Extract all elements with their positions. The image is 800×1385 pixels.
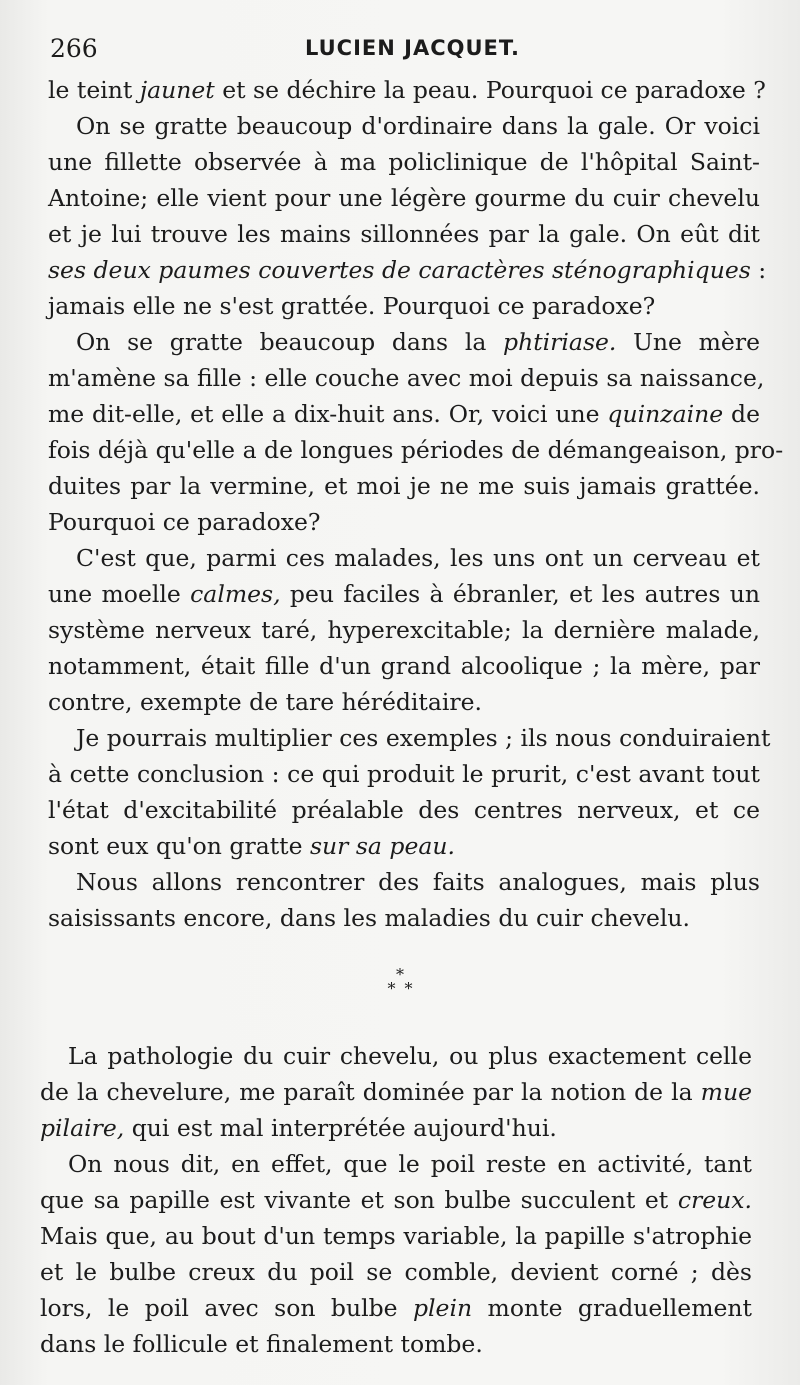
text-segment: de xyxy=(723,400,760,428)
text-segment: et je lui trouve les mains sillonnées par la gale. On eût dit xyxy=(48,220,760,248)
text-segment: peu faciles à ébranler, et les autres un xyxy=(280,580,760,608)
text-segment: On se gratte beaucoup dans la xyxy=(76,328,504,356)
text-line xyxy=(40,1146,752,1182)
text-line xyxy=(48,360,765,396)
text-line xyxy=(48,288,760,324)
text-segment: dans le follicule et finalement tombe. xyxy=(40,1330,483,1358)
text-segment: fois déjà qu'elle a de longues périodes de démangeaison, pro- xyxy=(48,436,784,464)
text-segment: et le bulbe creux du poil se comble, devient corné ; dès xyxy=(40,1258,752,1286)
text-segment: une fillette observée à ma policlinique de l'hôpital Saint- xyxy=(48,148,760,176)
body-text-block-1 xyxy=(48,72,784,936)
text-segment: me dit-elle, et elle a dix-huit ans. Or, voici une xyxy=(48,400,608,428)
text-segment: qui est mal interprétée aujourd'hui. xyxy=(124,1114,557,1142)
italic-text: calmes, xyxy=(190,580,281,608)
text-segment: et se déchire la peau. Pourquoi ce paradoxe ? xyxy=(214,76,766,104)
text-line xyxy=(40,1110,752,1146)
italic-text: plein xyxy=(413,1294,473,1322)
text-segment: Mais que, au bout d'un temps variable, la papille s'atrophie xyxy=(40,1222,752,1250)
text-segment: m'amène sa fille : elle couche avec moi depuis sa naissance, xyxy=(48,364,765,392)
text-line xyxy=(48,504,760,540)
text-line xyxy=(48,756,760,792)
text-segment: On se gratte beaucoup d'ordinaire dans la gale. Or voici xyxy=(76,112,760,140)
text-line xyxy=(48,468,760,504)
italic-text: sur sa peau. xyxy=(309,832,455,860)
text-segment: système nerveux taré, hyperexcitable; la dernière malade, xyxy=(48,616,760,644)
text-line xyxy=(48,432,784,468)
text-line xyxy=(40,1290,752,1326)
text-line xyxy=(40,1218,752,1254)
text-segment: saisissants encore, dans les maladies du cuir chevelu. xyxy=(48,904,690,932)
italic-text: ses deux paumes couvertes de caractères sténographiques xyxy=(48,256,751,284)
text-segment: Antoine; elle vient pour une légère gourme du cuir chevelu xyxy=(48,184,760,212)
text-line xyxy=(40,1326,752,1362)
text-segment: le teint xyxy=(48,76,140,104)
text-segment: duites par la vermine, et moi je ne me suis jamais grattée. xyxy=(48,472,760,500)
text-segment: jamais elle ne s'est grattée. Pourquoi ce paradoxe? xyxy=(48,292,656,320)
text-line xyxy=(48,576,760,612)
text-segment: contre, exempte de tare héréditaire. xyxy=(48,688,482,716)
text-line xyxy=(48,540,760,576)
asterism-bottom xyxy=(0,979,800,998)
text-line xyxy=(48,612,760,648)
italic-text: phtiriase. xyxy=(503,328,617,356)
text-line xyxy=(48,684,760,720)
text-segment: La pathologie du cuir chevelu, ou plus exactement celle xyxy=(68,1042,752,1070)
page-number: 266 xyxy=(50,34,98,63)
italic-text: jaunet xyxy=(139,76,215,104)
asterism-star: * xyxy=(387,979,396,998)
text-line xyxy=(48,324,760,360)
text-line xyxy=(48,900,760,936)
text-segment: : xyxy=(750,256,767,284)
text-line xyxy=(40,1182,752,1218)
text-segment: Une mère xyxy=(616,328,760,356)
text-segment: lors, le poil avec son bulbe xyxy=(40,1294,413,1322)
text-segment: Nous allons rencontrer des faits analogues, mais plus xyxy=(76,868,760,896)
text-segment: de la chevelure, me paraît dominée par la notion de la xyxy=(40,1078,701,1106)
italic-text: mue xyxy=(700,1078,752,1106)
italic-text: creux. xyxy=(677,1186,752,1214)
text-segment: Je pourrais multiplier ces exemples ; ils nous conduiraient xyxy=(76,724,771,752)
text-segment: C'est que, parmi ces malades, les uns ont un cerveau et xyxy=(76,544,760,572)
page-header xyxy=(50,32,750,64)
text-segment: monte graduellement xyxy=(472,1294,752,1322)
body-text-block-2 xyxy=(40,1038,752,1362)
text-line xyxy=(48,216,760,252)
text-segment: notamment, était fille d'un grand alcoolique ; la mère, par xyxy=(48,652,760,680)
asterism-star: * xyxy=(396,965,404,984)
text-segment: l'état d'excitabilité préalable des centres nerveux, et ce xyxy=(48,796,760,824)
text-segment: Pourquoi ce paradoxe? xyxy=(48,508,321,536)
running-title: LUCIEN JACQUET. xyxy=(305,36,520,60)
text-line xyxy=(48,720,771,756)
text-line xyxy=(48,144,760,180)
text-line xyxy=(48,792,760,828)
text-line xyxy=(40,1254,752,1290)
text-segment: sont eux qu'on gratte xyxy=(48,832,310,860)
italic-text: pilaire, xyxy=(40,1114,125,1142)
text-line xyxy=(48,180,760,216)
text-line xyxy=(48,648,760,684)
text-segment: une moelle xyxy=(48,580,191,608)
italic-text: quinzaine xyxy=(607,400,724,428)
asterism-star: * xyxy=(404,979,413,998)
text-line xyxy=(48,864,760,900)
text-segment: à cette conclusion : ce qui produit le prurit, c'est avant tout xyxy=(48,760,760,788)
text-line xyxy=(48,252,767,288)
text-line xyxy=(40,1074,752,1110)
text-segment: On nous dit, en effet, que le poil reste en activité, tant xyxy=(68,1150,752,1178)
section-break-asterism xyxy=(0,965,800,1008)
text-line xyxy=(48,72,766,108)
text-line xyxy=(40,1038,752,1074)
text-segment: que sa papille est vivante et son bulbe succulent et xyxy=(40,1186,678,1214)
text-line xyxy=(48,396,760,432)
text-line xyxy=(48,828,760,864)
text-line xyxy=(48,108,760,144)
